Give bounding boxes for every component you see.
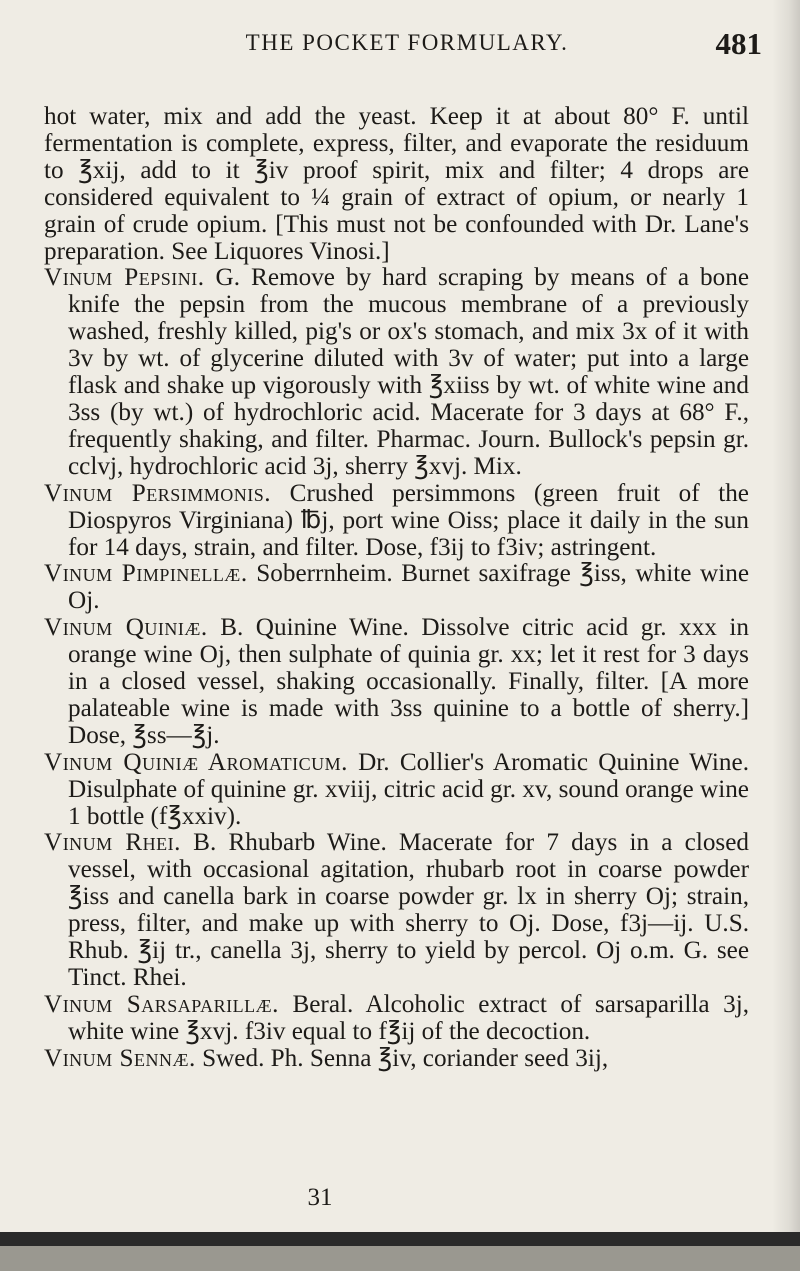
entry-heading: Vinum Sarsaparillæ. (44, 990, 279, 1018)
entry-text: Soberrnheim. Burnet saxifrage ℥iss, white wine Oj. (68, 560, 749, 615)
entry-heading: Vinum Pimpinellæ. (44, 560, 248, 588)
entry-text: B. Rhubarb Wine. Macerate for 7 days in a closed vessel, with occasional agitation, rhubarb root in coarse powder ℥iss and canella bark in coarse powder gr. lx in sherry Oj; strain, press, filter, and make up with sherry to Oj. Dose, f3j—ij. U.S. Rhub. ℥ij tr., canella 3j, sherry to yield by percol. Oj o.m. G. see Tinct. Rhei. (68, 829, 749, 991)
entry-heading: Vinum Pepsini. (44, 264, 205, 292)
scan-bottom-shade (0, 1246, 800, 1271)
entry-text: Crushed persimmons (green fruit of the Diospyros Virginiana) ℔j, port wine Oiss; place it daily in the sun for 14 days, strain, and filter. Dose, f3ij to f3iv; astringent. (68, 479, 749, 561)
entry-vinum-quiniae (44, 615, 749, 750)
paragraph-continuation: hot water, mix and add the yeast. Keep it at about 80° F. until fermentation is complete, express, filter, and evaporate the residuum to ℥xij, add to it ℥iv proof spirit, mix and filter; 4 drops are considered equivalent to ¼ grain of extract of opium, or nearly 1 grain of crude opium. [This must not be confounded with Dr. Lane's preparation. See Liquores Vinosi.] (44, 103, 749, 265)
entry-vinum-quiniae-aromaticum (44, 750, 749, 831)
entry-vinum-rhei (44, 830, 749, 991)
entry-text: Dr. Collier's Aromatic Quinine Wine. Disulphate of quinine gr. xviij, citric acid gr. xv, sound orange wine 1 bottle (f℥xxiv). (68, 748, 749, 830)
entry-vinum-pimpinellae (44, 561, 749, 615)
entry-text: B. Quinine Wine. Dissolve citric acid gr. xxx in orange wine Oj, then sulphate of quinia gr. xx; let it rest for 3 days in a closed vessel, shaking occasionally. Finally, filter. [A more palateable wine is made with 3ss quinine to a bottle of sherry.] Dose, ℥ss—℥j. (68, 614, 749, 749)
entry-heading: Vinum Quiniæ Aromaticum. (44, 748, 348, 776)
entry-vinum-sennae (44, 1046, 749, 1073)
running-title: THE POCKET FORMULARY. (245, 30, 569, 55)
page-number: 481 (715, 26, 762, 61)
entry-text: Beral. Alcoholic extract of sarsaparilla 3j, white wine ℥xvj. f3iv equal to f℥ij of the decoction. (68, 990, 750, 1045)
entry-vinum-pepsini (44, 265, 749, 480)
page-edge-shadow (772, 0, 800, 1271)
entry-vinum-persimmonis (44, 481, 749, 562)
page-body (44, 104, 749, 1073)
entry-heading: Vinum Rhei. (44, 829, 181, 857)
entry-heading: Vinum Quiniæ. (44, 614, 208, 642)
scan-bottom-bar (0, 1232, 800, 1246)
entry-text: Swed. Ph. Senna ℥iv, coriander seed 3ij, (195, 1044, 609, 1072)
entry-heading: Vinum Persimmonis. (44, 479, 272, 507)
entry-vinum-sarsaparillae (44, 992, 749, 1046)
entry-text: G. Remove by hard scraping by means of a bone knife the pepsin from the mucous membrane of a previously washed, freshly killed, pig's or ox's stomach, and mix 3x of it with 3v by wt. of glycerine diluted with 3v of water; put into a large flask and shake up vigorously with ℥xiiss by wt. of white wine and 3ss (by wt.) of hydrochloric acid. Macerate for 3 days at 68° F., frequently shaking, and filter. Pharmac. Journ. Bullock's pepsin gr. cclvj, hydrochloric acid 3j, sherry ℥xvj. Mix. (68, 264, 749, 480)
signature-mark: 31 (307, 1184, 333, 1211)
running-header (52, 26, 762, 74)
entry-heading: Vinum Sennæ. (44, 1044, 196, 1072)
